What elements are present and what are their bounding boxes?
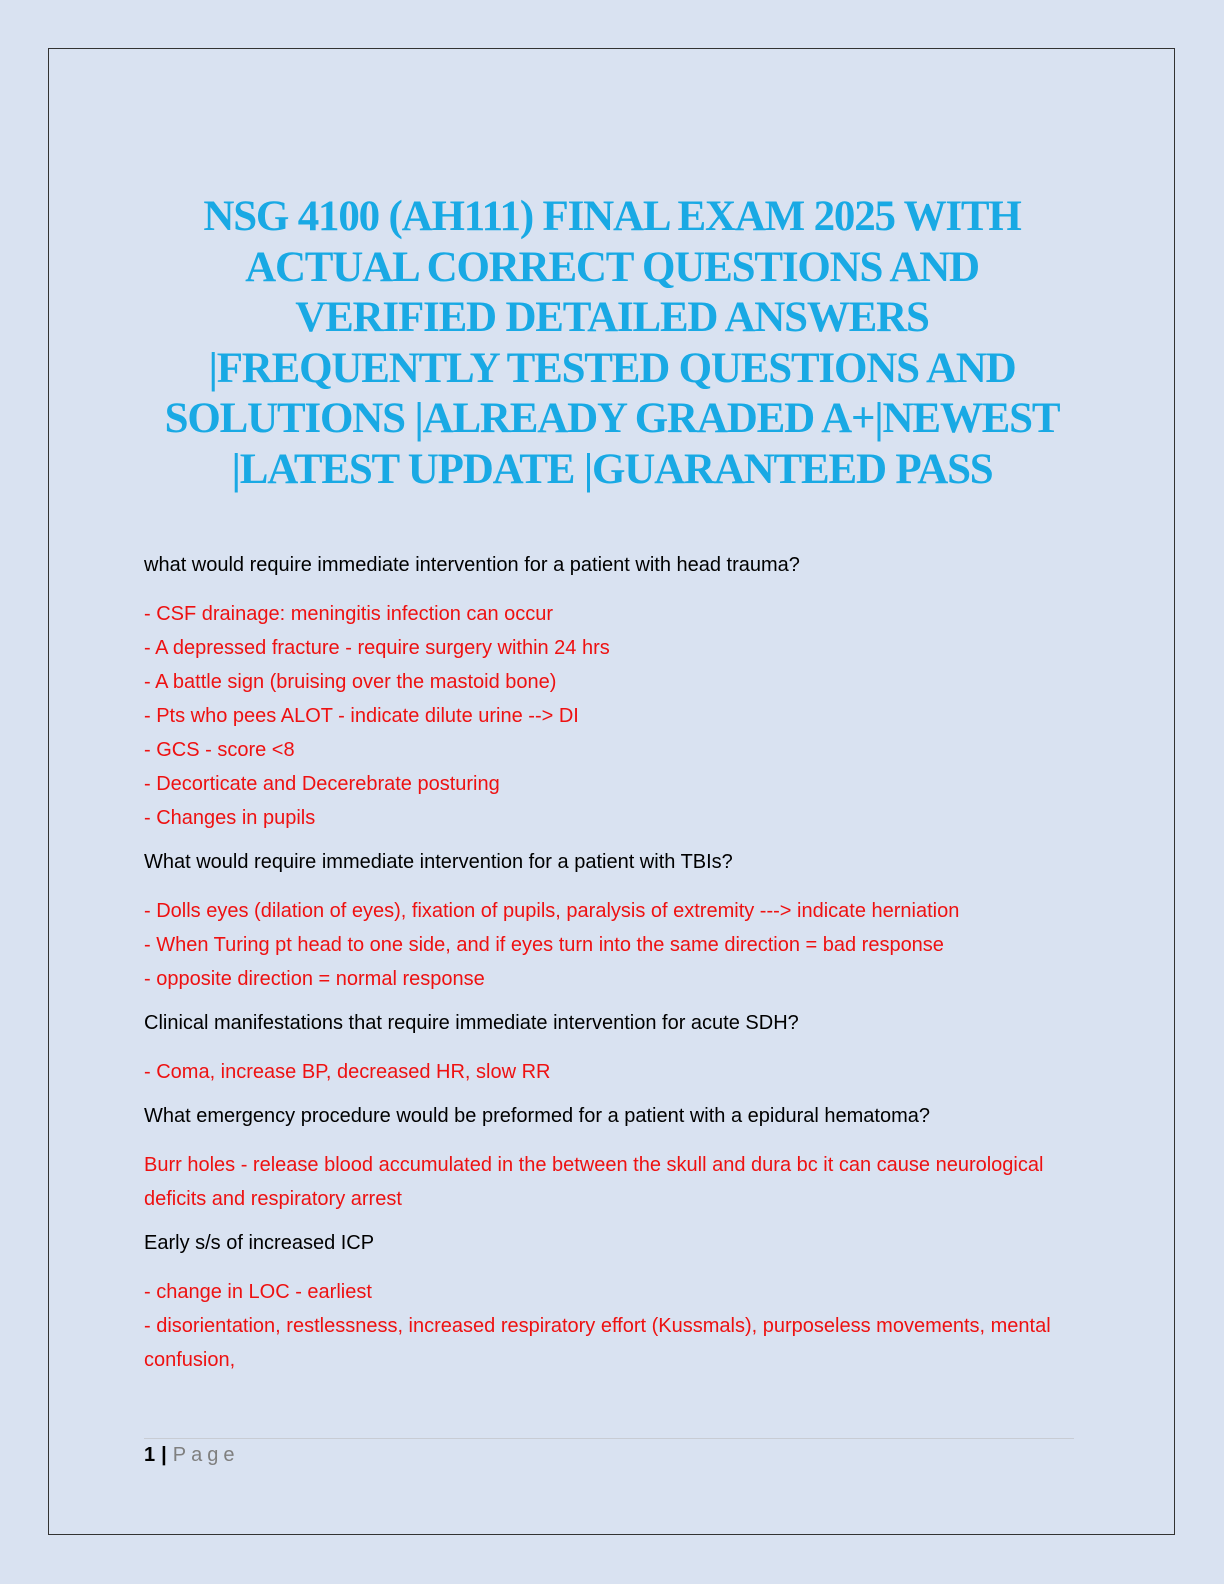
answer-list [144,1275,1084,1377]
question-text: Clinical manifestations that require immediate intervention for acute SDH? [144,1012,799,1034]
page-footer [144,1442,239,1468]
footer-separator: | [161,1444,167,1466]
question-text: what would require immediate intervention for a patient with head trauma? [144,554,800,576]
title-line: SOLUTIONS |ALREADY GRADED A+|NEWEST [164,395,1060,443]
answer-list [144,1148,1084,1216]
answer-item: - Pts who pees ALOT - indicate dilute urine --> DI [144,705,579,727]
title-line: NSG 4100 (AH111) FINAL EXAM 2025 WITH [203,193,1021,240]
document-title [130,192,1094,496]
answer-list [144,894,1084,996]
answer-item: - change in LOC - earliest [144,1281,372,1303]
page-number: 1 [144,1444,156,1466]
title-line: |LATEST UPDATE |GUARANTEED PASS [231,445,993,493]
answer-item: - CSF drainage: meningitis infection can occur [144,603,554,625]
answer-item: - Dolls eyes (dilation of eyes), fixation of pupils, paralysis of extremity ---> indicate herniation [144,900,960,922]
answer-item: - Decorticate and Decerebrate posturing [144,773,500,795]
title-line: |FREQUENTLY TESTED QUESTIONS AND [208,344,1016,392]
answer-list [144,597,1084,835]
page-label: Page [172,1444,240,1466]
question-text: What would require immediate intervention for a patient with TBIs? [144,851,733,873]
answer-item: - A depressed fracture - require surgery within 24 hrs [144,637,610,659]
answer-item: - When Turing pt head to one side, and if eyes turn into the same direction = bad response [144,934,944,956]
answer-item: - Changes in pupils [144,807,316,829]
answer-item: Burr holes - release blood accumulated in the between the skull and dura bc it can cause neurological deficits and respiratory arrest [144,1154,1044,1210]
answer-item: - GCS - score <8 [144,739,295,761]
title-line: ACTUAL CORRECT QUESTIONS AND [245,243,979,291]
footer-divider [144,1438,1074,1439]
answer-item: - A battle sign (bruising over the mastoid bone) [144,671,557,693]
title-line: VERIFIED DETAILED ANSWERS [295,294,929,342]
answer-item: - Coma, increase BP, decreased HR, slow RR [144,1061,551,1083]
question-text: What emergency procedure would be preformed for a patient with a epidural hematoma? [144,1105,930,1127]
answer-item: - opposite direction = normal response [144,968,485,990]
qa-content [144,552,1084,1391]
answer-item: - disorientation, restlessness, increased respiratory effort (Kussmals), purposeless movements, mental confusion, [144,1315,1051,1371]
answer-list [144,1055,1084,1089]
question-text: Early s/s of increased ICP [144,1232,375,1254]
